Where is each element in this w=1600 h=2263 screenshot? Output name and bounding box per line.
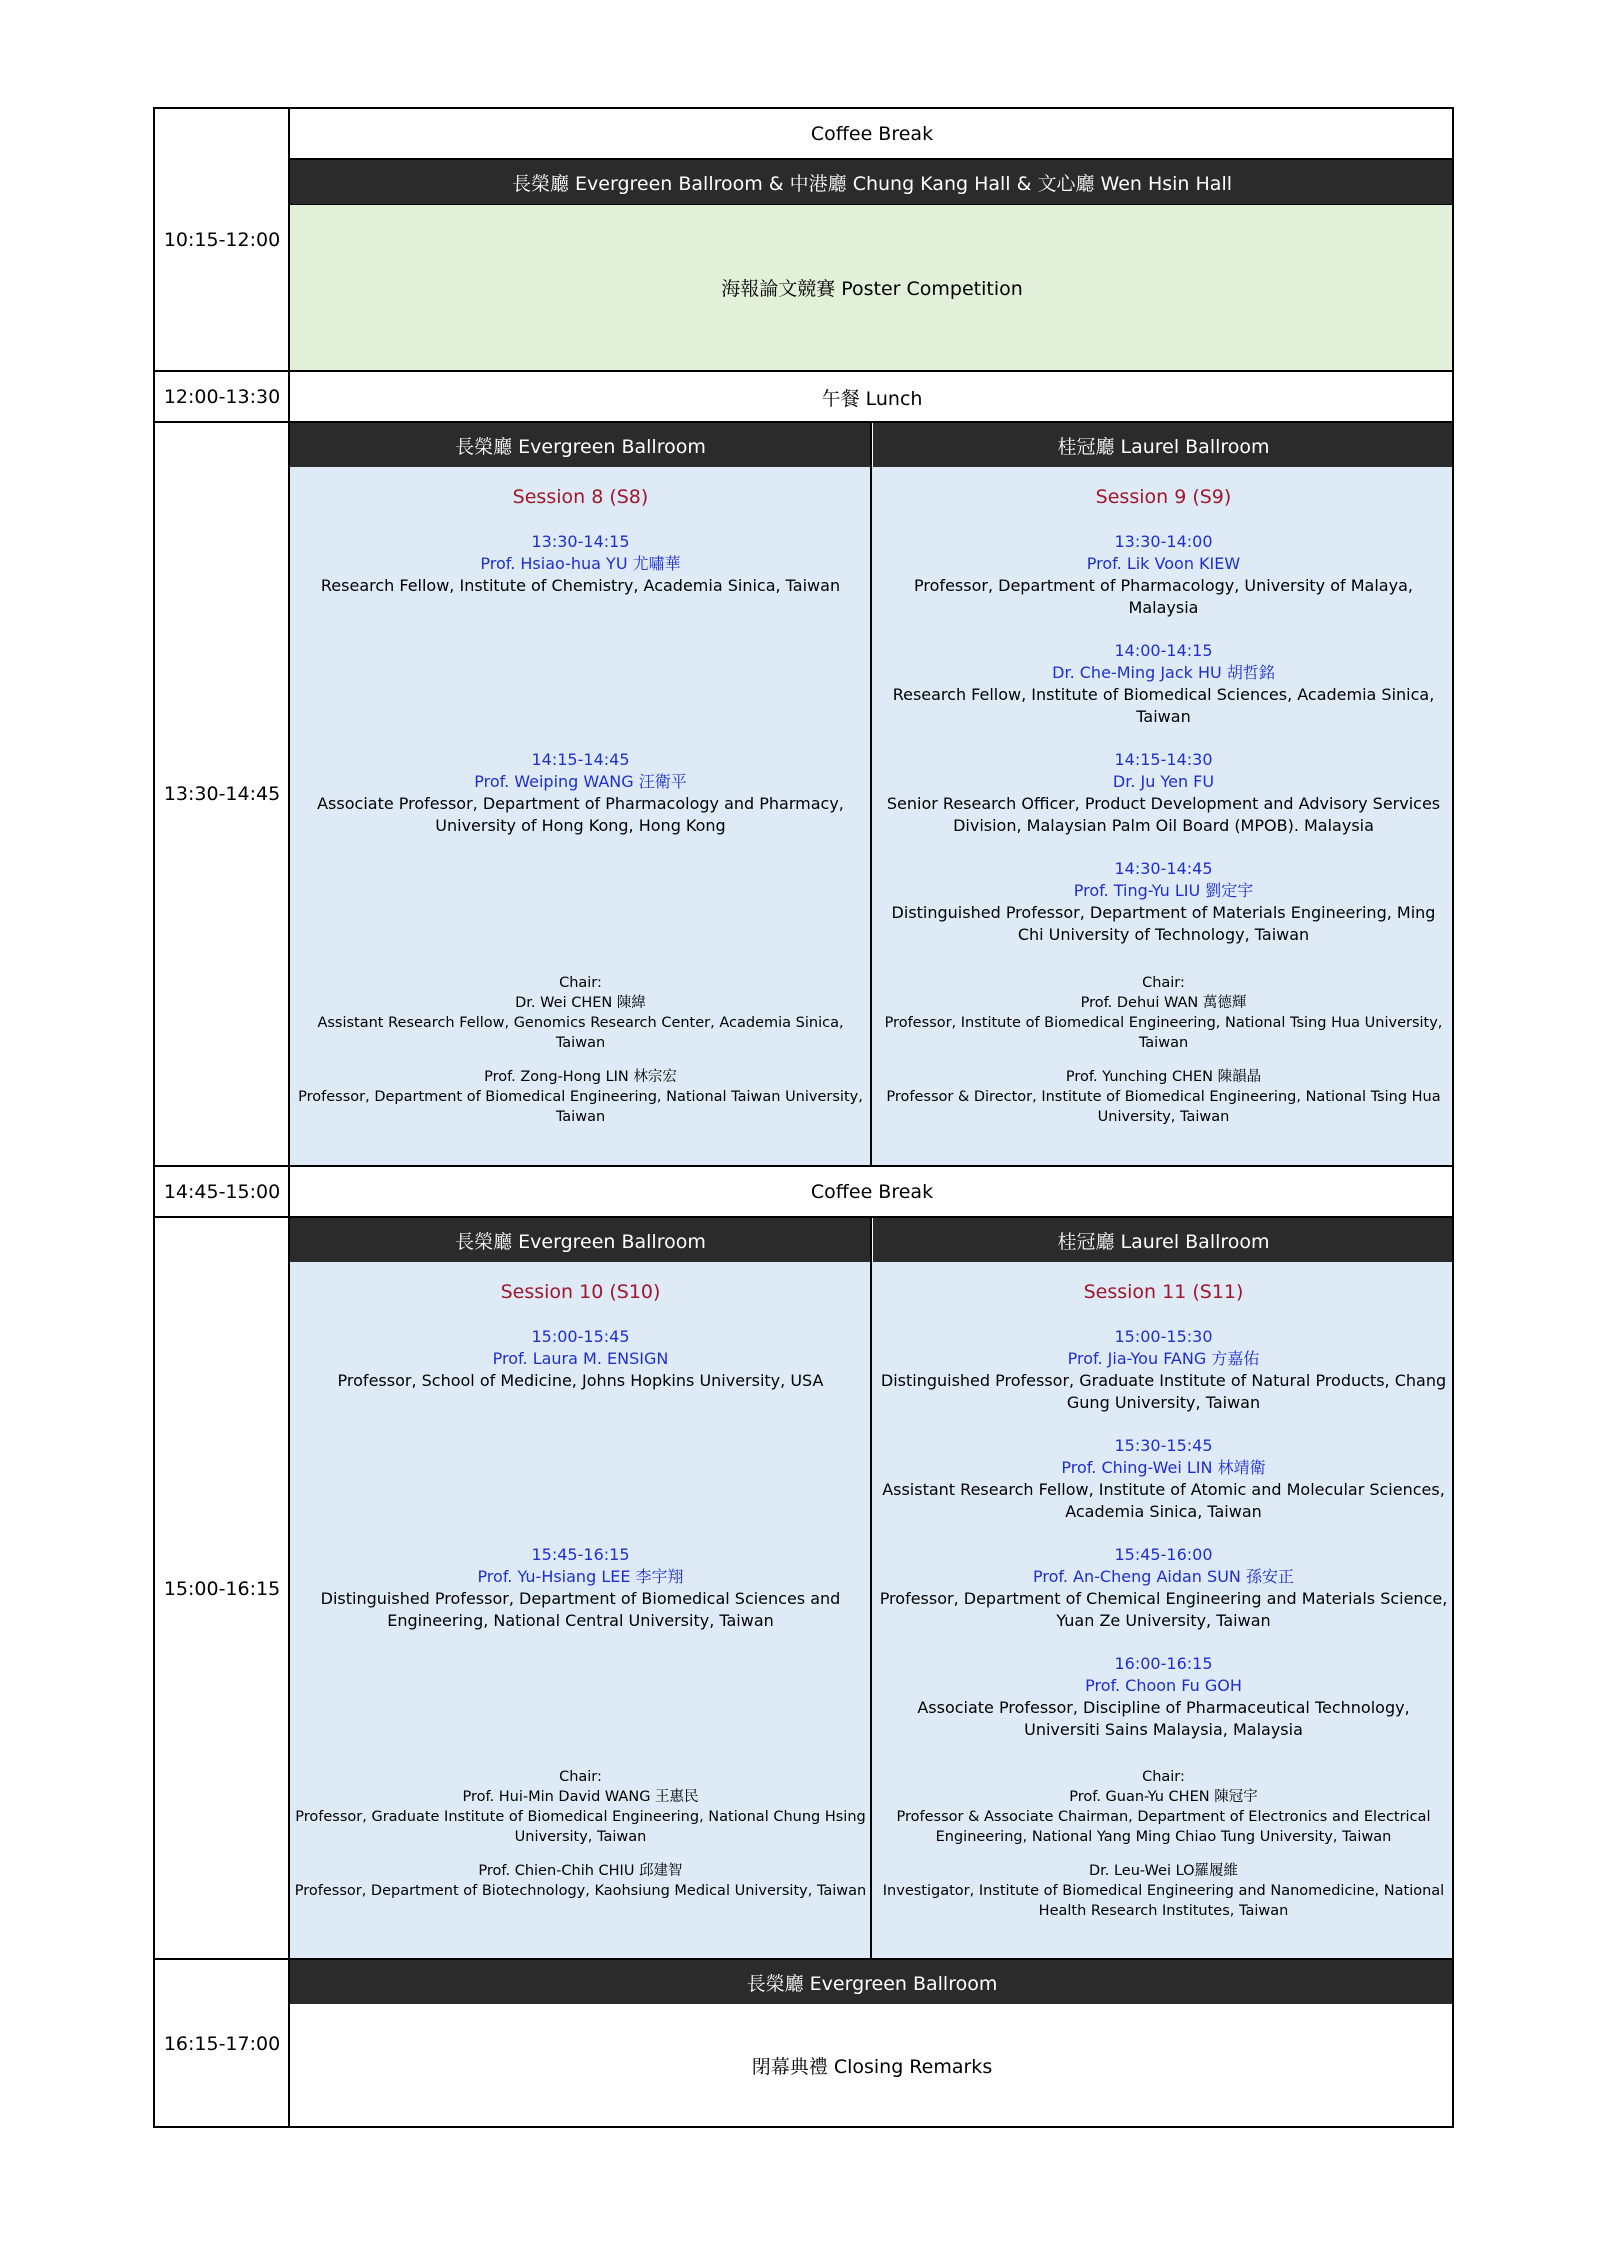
coffee-break-2: Coffee Break — [810, 1181, 934, 1203]
talk-time: 15:30-15:45 — [1114, 1436, 1213, 1455]
talk-item — [873, 858, 1454, 946]
chair-affiliation: Professor, Institute of Biomedical Engineering, National Tsing Hua University, Taiwan — [884, 1015, 1443, 1051]
speaker-affiliation: Professor, Department of Chemical Engineering and Materials Science, Yuan Ze University, Taiwan — [879, 1589, 1448, 1630]
chair-affiliation: Assistant Research Fellow, Genomics Research Center, Academia Sinica, Taiwan — [317, 1015, 844, 1051]
chairs-block — [873, 973, 1454, 1127]
chairs-block — [290, 1767, 871, 1901]
chair-name: Dr. Leu-Wei LO羅履維 — [1088, 1863, 1239, 1879]
speaker-name: Prof. Weiping WANG 汪衛平 — [474, 772, 687, 791]
speaker-name: Prof. Choon Fu GOH — [1085, 1676, 1242, 1695]
chair-name: Prof. Dehui WAN 萬德輝 — [1080, 995, 1247, 1011]
speaker-name: Prof. Lik Voon KIEW — [1086, 554, 1241, 573]
time-slot-1615: 16:15-17:00 — [163, 2032, 281, 2055]
speaker-affiliation: Research Fellow, Institute of Biomedical Sciences, Academia Sinica, Taiwan — [892, 685, 1435, 726]
speaker-affiliation: Associate Professor, Discipline of Pharmaceutical Technology, Universiti Sains Malaysia, Malaysia — [917, 1698, 1410, 1739]
speaker-affiliation: Senior Research Officer, Product Development and Advisory Services Division, Malaysian Palm Oil Board (MPOB). Malaysia — [886, 794, 1441, 835]
chair-affiliation: Professor & Associate Chairman, Department of Electronics and Electrical Engineering, National Yang Ming Chiao Tung University, Taiwan — [896, 1809, 1431, 1845]
row-divider — [153, 370, 1453, 372]
chairs-block — [873, 1767, 1454, 1921]
speaker-affiliation: Professor, Department of Pharmacology, University of Malaya, Malaysia — [914, 576, 1413, 617]
speaker-affiliation: Research Fellow, Institute of Chemistry, Academia Sinica, Taiwan — [320, 576, 841, 595]
coffee-break-1: Coffee Break — [810, 123, 934, 145]
speaker-affiliation: Professor, School of Medicine, Johns Hopkins University, USA — [337, 1371, 824, 1390]
chair-name: Prof. Yunching CHEN 陳韻晶 — [1065, 1069, 1262, 1085]
session-8-title: Session 8 (S8) — [512, 486, 649, 508]
speaker-affiliation: Associate Professor, Department of Pharmacology and Pharmacy, University of Hong Kong, Hong Kong — [317, 794, 844, 835]
chair-name: Prof. Chien-Chih CHIU 邱建智 — [478, 1863, 683, 1879]
speaker-name: Dr. Che-Ming Jack HU 胡哲銘 — [1052, 663, 1275, 682]
speaker-affiliation: Distinguished Professor, Department of Biomedical Sciences and Engineering, National Central University, Taiwan — [320, 1589, 841, 1630]
talk-item — [290, 531, 871, 597]
table-border-bottom — [153, 2126, 1453, 2128]
talk-item — [873, 640, 1454, 728]
talk-item — [290, 749, 871, 837]
speaker-name: Prof. Hsiao-hua YU 尤嘯華 — [480, 554, 681, 573]
venue-bar-all-halls: 長榮廳 Evergreen Ballroom & 中港廳 Chung Kang Hall & 文心廳 Wen Hsin Hall — [290, 160, 1454, 205]
session-column-divider — [870, 423, 872, 1165]
chair-name: Prof. Hui-Min David WANG 王惠民 — [462, 1789, 699, 1805]
session-column-divider — [870, 1218, 872, 1958]
talk-item — [873, 1653, 1454, 1741]
speaker-name: Prof. Jia-You FANG 方嘉佑 — [1067, 1349, 1260, 1368]
speaker-name: Dr. Ju Yen FU — [1112, 772, 1215, 791]
chair-label: Chair: — [559, 1769, 602, 1785]
speaker-name: Prof. Ching-Wei LIN 林靖衛 — [1061, 1458, 1266, 1477]
talk-item — [290, 1544, 871, 1632]
talk-item — [873, 531, 1454, 619]
speaker-affiliation: Assistant Research Fellow, Institute of Atomic and Molecular Sciences, Academia Sinica, Taiwan — [882, 1480, 1445, 1521]
cell-divider — [289, 158, 1453, 160]
talk-item — [873, 1435, 1454, 1523]
talk-item — [873, 749, 1454, 837]
talk-time: 15:00-15:45 — [531, 1327, 630, 1346]
talk-item — [873, 1326, 1454, 1414]
chair-label: Chair: — [1142, 975, 1185, 991]
venue-bar-evergreen: 長榮廳 Evergreen Ballroom — [290, 1218, 871, 1262]
talk-time: 14:00-14:15 — [1114, 641, 1213, 660]
venue-bar-closing: 長榮廳 Evergreen Ballroom — [290, 1960, 1454, 2004]
closing-remarks: 閉幕典禮 Closing Remarks — [751, 2055, 993, 2078]
table-border-top — [153, 107, 1453, 109]
table-border-right — [1452, 107, 1454, 2128]
table-border-left — [153, 107, 155, 2128]
talk-time: 13:30-14:15 — [531, 532, 630, 551]
row-divider — [153, 1165, 1453, 1167]
speaker-affiliation: Distinguished Professor, Graduate Institute of Natural Products, Chang Gung University, Taiwan — [880, 1371, 1447, 1412]
venue-bar-laurel: 桂冠廳 Laurel Ballroom — [873, 1218, 1454, 1262]
talk-time: 15:45-16:00 — [1114, 1545, 1213, 1564]
row-divider — [153, 421, 1453, 423]
time-column-divider — [288, 107, 290, 2128]
talk-time: 14:15-14:30 — [1114, 750, 1213, 769]
chair-name: Dr. Wei CHEN 陳緯 — [515, 995, 646, 1011]
time-slot-1330: 13:30-14:45 — [163, 783, 281, 805]
venue-bar-evergreen: 長榮廳 Evergreen Ballroom — [290, 423, 871, 467]
venue-bar-laurel: 桂冠廳 Laurel Ballroom — [873, 423, 1454, 467]
speaker-name: Prof. An-Cheng Aidan SUN 孫安正 — [1033, 1567, 1294, 1586]
row-divider — [153, 1216, 1453, 1218]
lunch-label: 午餐 Lunch — [821, 387, 923, 410]
session-11-title: Session 11 (S11) — [1083, 1281, 1244, 1303]
speaker-name: Prof. Ting-Yu LIU 劉定宇 — [1073, 881, 1254, 900]
speaker-affiliation: Distinguished Professor, Department of Materials Engineering, Ming Chi University of Technology, Taiwan — [891, 903, 1436, 944]
talk-item — [290, 1326, 871, 1392]
session-9-title: Session 9 (S9) — [1095, 486, 1232, 508]
talk-time: 13:30-14:00 — [1114, 532, 1213, 551]
chair-affiliation: Professor, Department of Biotechnology, Kaohsiung Medical University, Taiwan — [294, 1883, 867, 1899]
chairs-block — [290, 973, 871, 1127]
talk-time: 15:00-15:30 — [1114, 1327, 1213, 1346]
time-slot-1500: 15:00-16:15 — [163, 1577, 281, 1600]
session-10-title: Session 10 (S10) — [500, 1281, 661, 1303]
poster-competition: 海報論文競賽 Poster Competition — [721, 278, 1023, 300]
chair-name: Prof. Zong-Hong LIN 林宗宏 — [484, 1069, 677, 1085]
talk-time: 14:15-14:45 — [531, 750, 630, 769]
chair-name: Prof. Guan-Yu CHEN 陳冠宇 — [1069, 1789, 1258, 1805]
time-slot-1200: 12:00-13:30 — [163, 386, 281, 408]
time-slot-1015: 10:15-12:00 — [163, 229, 281, 251]
chair-label: Chair: — [559, 975, 602, 991]
talk-time: 14:30-14:45 — [1114, 859, 1213, 878]
talk-item — [873, 1544, 1454, 1632]
chair-label: Chair: — [1142, 1769, 1185, 1785]
chair-affiliation: Investigator, Institute of Biomedical Engineering and Nanomedicine, National Health Research Institutes, Taiwan — [882, 1883, 1445, 1919]
speaker-name: Prof. Yu-Hsiang LEE 李宇翔 — [477, 1567, 684, 1586]
speaker-name: Prof. Laura M. ENSIGN — [492, 1349, 669, 1368]
chair-affiliation: Professor, Department of Biomedical Engineering, National Taiwan University, Taiwan — [298, 1089, 863, 1125]
talk-time: 16:00-16:15 — [1114, 1654, 1213, 1673]
row-divider — [153, 1958, 1453, 1960]
chair-affiliation: Professor, Graduate Institute of Biomedical Engineering, National Chung Hsing University, Taiwan — [295, 1809, 866, 1845]
time-slot-1445: 14:45-15:00 — [163, 1181, 281, 1203]
cell-divider — [289, 204, 1453, 205]
chair-affiliation: Professor & Director, Institute of Biomedical Engineering, National Tsing Hua University, Taiwan — [886, 1089, 1441, 1125]
talk-time: 15:45-16:15 — [531, 1545, 630, 1564]
